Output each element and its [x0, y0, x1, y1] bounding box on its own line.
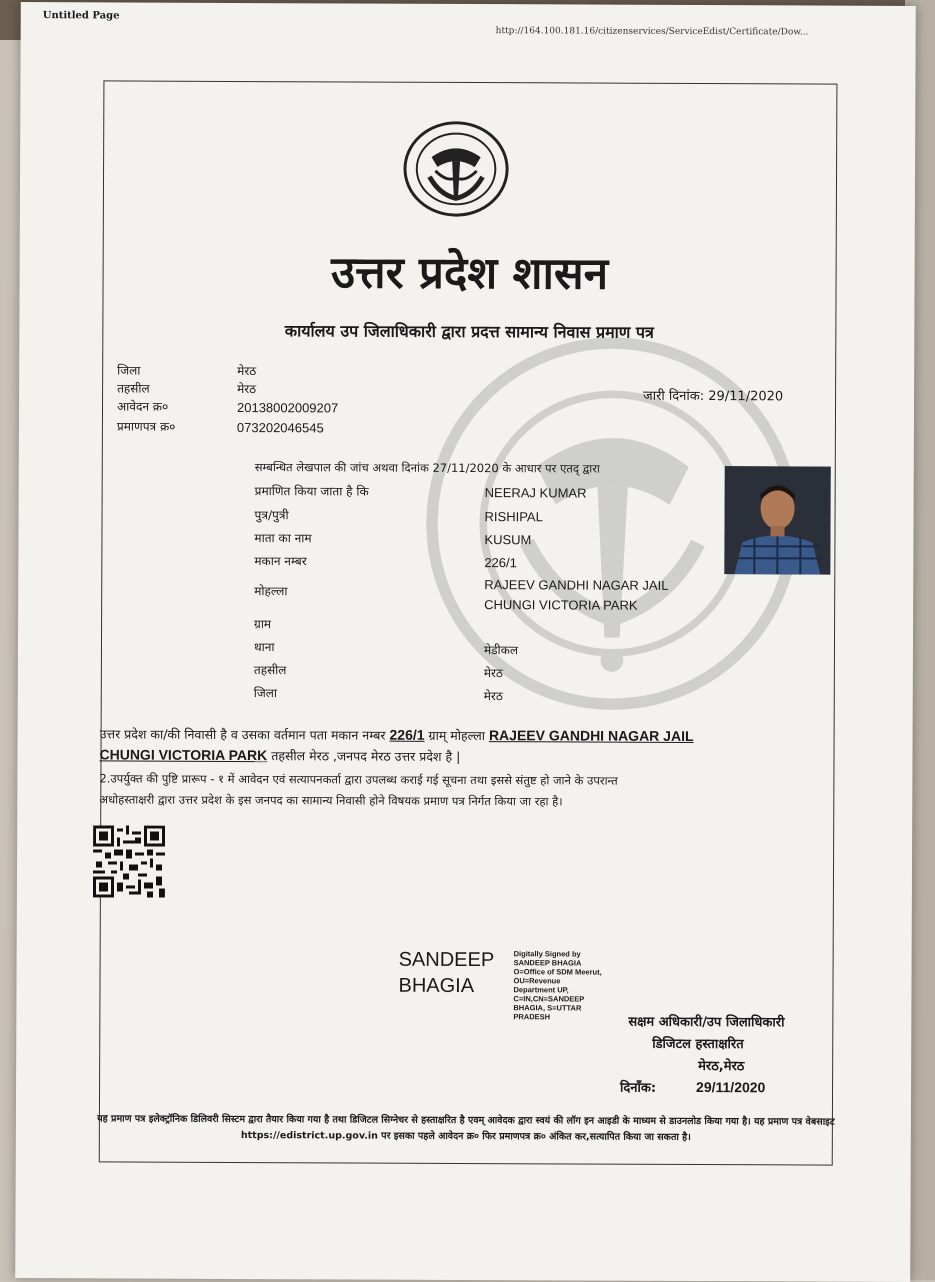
- digital-signature-block: [513, 949, 601, 1021]
- detail-name-value: NEERAJ KUMAR: [484, 485, 587, 501]
- para1-locality-2: CHUNGI VICTORIA PARK: [99, 746, 268, 764]
- detail-locality-value-2: CHUNGI VICTORIA PARK: [484, 597, 638, 613]
- meta-certificate-no-label: प्रमाणपत्र क्र०: [116, 419, 176, 434]
- signature-date-value: 29/11/2020: [696, 1079, 766, 1096]
- residence-paragraph-line2: [99, 746, 460, 765]
- detail-police-station-label: थाना: [253, 640, 275, 655]
- digital-sig-line: SANDEEP BHAGIA: [513, 958, 582, 968]
- detail-house-value: 226/1: [484, 555, 517, 571]
- detail-police-station-value: मेडीकल: [483, 643, 519, 658]
- detail-district-value: मेरठ: [483, 689, 503, 704]
- para1-text-c: तहसील मेरठ ,जनपद मेरठ उत्तर प्रदेश है |: [271, 748, 461, 764]
- signature-date-label: दिनाँक:: [620, 1080, 657, 1096]
- certificate-subtitle: कार्यालय उप जिलाधिकारी द्वारा प्रदत्त सामान्य निवास प्रमाण पत्र: [284, 321, 654, 342]
- detail-certify-label: प्रमाणित किया जाता है कि: [254, 484, 369, 499]
- up-government-emblem-icon: [402, 119, 510, 219]
- meta-tehsil-label: तहसील: [117, 381, 150, 396]
- applicant-photo: [724, 466, 830, 574]
- certificate-frame: [99, 80, 838, 1165]
- detail-mother-value: KUSUM: [484, 532, 532, 548]
- authority-line2: डिजिटल हस्ताक्षरित: [652, 1036, 744, 1053]
- meta-district-value: मेरठ: [237, 364, 257, 379]
- signer-name-line1: SANDEEP: [398, 948, 495, 972]
- detail-son-daughter-label: पुत्र/पुत्री: [254, 508, 289, 523]
- confirmation-line1: 2.उपर्युक्त की पुष्टि प्रारूप - १ में आवेदन एवं सत्यापनकर्ता द्वारा उपलब्ध कराई गई सूचना तथा इससे संतुष्ट हो जाने के उपरान्त: [99, 771, 618, 788]
- para1-text-a: उत्तर प्रदेश का/की निवासी है व उसका वर्तमान पता मकान नम्बर: [99, 726, 386, 743]
- detail-village-label: ग्राम: [254, 617, 272, 632]
- detail-house-label: मकान नम्बर: [254, 554, 307, 569]
- print-header-url: http://164.100.181.16/citizenservices/ServiceEdist/Certificate/Dow...: [495, 26, 809, 38]
- residence-paragraph-line1: [100, 725, 694, 745]
- meta-application-label: आवेदन क्र०: [116, 399, 169, 414]
- print-header-title: Untitled Page: [42, 10, 120, 22]
- signer-name-line2: BHAGIA: [398, 974, 475, 998]
- digital-sig-line: BHAGIA, S=UTTAR: [513, 1003, 582, 1013]
- detail-mother-label: माता का नाम: [254, 531, 312, 546]
- qr-code-icon: [93, 825, 165, 897]
- meta-certificate-no-value: 073202046545: [236, 420, 324, 436]
- detail-tehsil-label: तहसील: [253, 663, 287, 678]
- digital-sig-line: OU=Revenue: [513, 976, 561, 986]
- issue-date: जारी दिनांक: 29/11/2020: [643, 388, 784, 405]
- digital-sig-line: Digitally Signed by: [513, 949, 581, 959]
- digital-sig-line: PRADESH: [513, 1012, 551, 1022]
- para1-text-b: ग्राम् मोहल्ला: [428, 727, 486, 744]
- certificate-title: उत्तर प्रदेश शासन: [331, 247, 609, 300]
- authority-line3: मेरठ,मेरठ: [698, 1059, 745, 1075]
- detail-father-value: RISHIPAL: [484, 509, 543, 525]
- certificate-page: [15, 2, 916, 1282]
- meta-tehsil-value: मेरठ: [237, 382, 257, 397]
- confirmation-line2: अधोहस्ताक्षरी द्वारा उत्तर प्रदेश के इस जनपद का सामान्य निवासी होने विषयक प्रमाण पत्र निर्गत किया जा रहा है।: [99, 792, 563, 809]
- para1-locality-1: RAJEEV GANDHI NAGAR JAIL: [488, 727, 694, 744]
- para1-house-number: 226/1: [389, 726, 425, 743]
- certificate-footer-note: यह प्रमाण पत्र इलेक्ट्रॉनिक डिलिवरी सिस्टम द्वारा तैयार किया गया है तथा डिजिटल सिग्नेचर से हस्ताक्षरित है एवम् आवेदक द्वारा स्वयं की लॉग इन आइडी के माध्यम से डाउनलोड किया गया है। यह प्रमाण पत्र वेबसाइट https://edistrict.up.gov.in पर इसका पहले आवेदन क्र० फिर प्रमाणपत्र क्र० अंकित कर,सत्यापित किया जा सकता है।: [97, 1113, 835, 1143]
- meta-district-label: जिला: [117, 363, 141, 378]
- detail-locality-value-1: RAJEEV GANDHI NAGAR JAIL: [484, 577, 669, 593]
- digital-sig-line: O=Office of SDM Meerut,: [513, 967, 602, 977]
- digital-sig-line: Department UP,: [513, 985, 569, 995]
- digital-sig-line: C=IN,CN=SANDEEP: [513, 994, 585, 1004]
- meta-application-value: 20138002009207: [236, 400, 339, 416]
- authority-line1: सक्षम अधिकारी/उप जिलाधिकारी: [628, 1014, 785, 1031]
- detail-tehsil-value: मेरठ: [483, 666, 503, 681]
- detail-locality-label: मोहल्ला: [254, 584, 288, 599]
- detail-district-label: जिला: [253, 686, 278, 701]
- intro-line: सम्बन्धित लेखपाल की जांच अथवा दिनांक 27/11/2020 के आधार पर एतद् द्वारा: [254, 460, 600, 476]
